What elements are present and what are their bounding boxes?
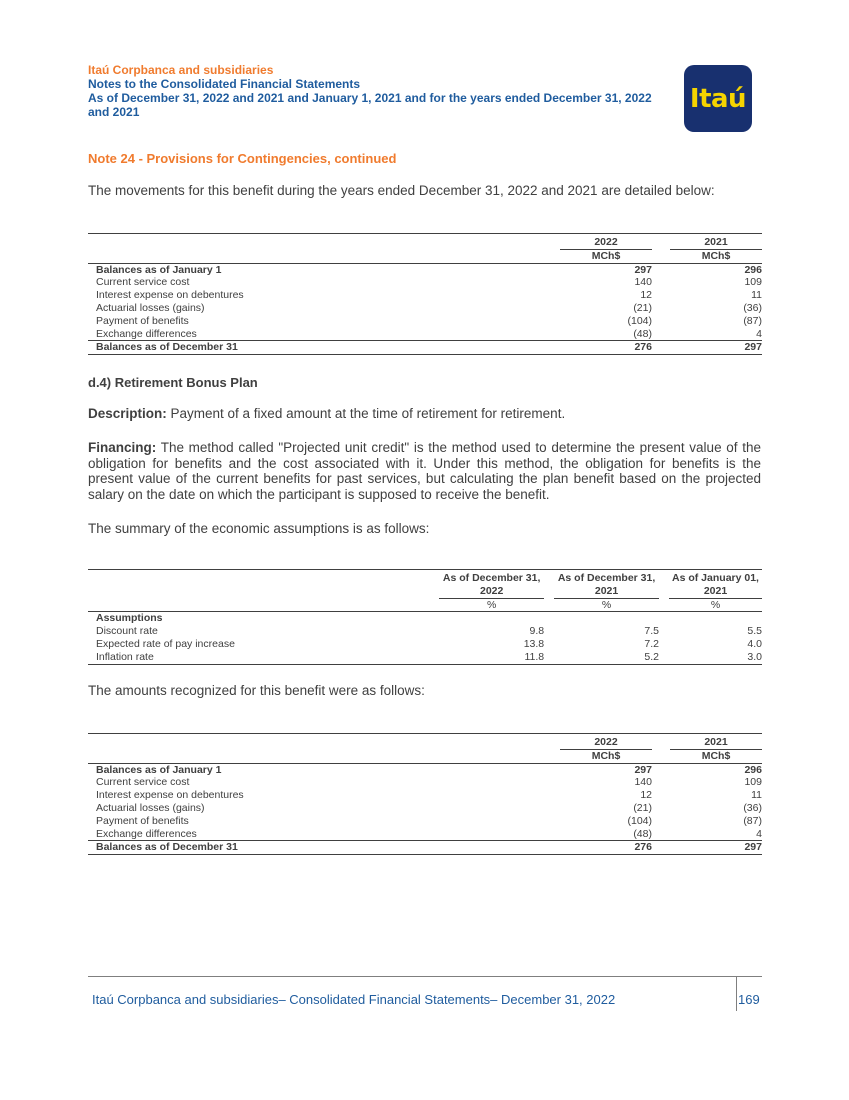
col-year: 2021	[554, 585, 659, 599]
col-unit: MCh$	[701, 749, 731, 762]
col-unit: MCh$	[591, 249, 621, 262]
description-text: Payment of a fixed amount at the time of retirement for retirement.	[166, 406, 566, 421]
col-header: As of December 31,	[442, 572, 541, 584]
table-row: Current service cost 140 109	[96, 776, 762, 789]
table-group-row: Assumptions	[96, 612, 163, 625]
col-year-2021: 2021	[670, 234, 762, 250]
assumptions-table	[88, 569, 762, 665]
movements-table	[88, 233, 762, 355]
table-row: Payment of benefits (104) (87)	[96, 314, 762, 327]
table-row: Interest expense on debentures 12 11	[96, 289, 762, 302]
header-period: As of December 31, 2022 and 2021 and January 1, 2021 and for the years ended December 31, 2022	[88, 91, 652, 105]
col-unit: MCh$	[701, 249, 731, 262]
col-header: As of January 01,	[672, 572, 759, 584]
table-row: Payment of benefits (104) (87)	[96, 814, 762, 827]
table-row: Actuarial losses (gains) (21) (36)	[96, 801, 762, 814]
table-row: Balances as of January 1 297 296	[96, 263, 762, 276]
col-unit: %	[710, 598, 721, 611]
table-row: Current service cost 140 109	[96, 276, 762, 289]
financing-paragraph	[88, 440, 761, 502]
table-row: Interest expense on debentures 12 11	[96, 789, 762, 802]
footer-divider	[88, 976, 762, 977]
table-total-row: Balances as of December 31 276 297	[96, 841, 762, 854]
page-header	[88, 63, 688, 119]
description-paragraph	[88, 406, 761, 422]
note-title: Note 24 - Provisions for Contingencies, continued	[88, 151, 397, 166]
col-year: 2022	[439, 585, 544, 599]
table-row: Expected rate of pay increase 13.8 7.2 4.0	[96, 637, 762, 650]
amounts-intro: The amounts recognized for this benefit were as follows:	[88, 683, 425, 698]
col-year-2021: 2021	[670, 734, 762, 750]
page-number: 169	[738, 992, 760, 1007]
table-row: Exchange differences (48) 4	[96, 827, 762, 840]
amounts-table	[88, 733, 762, 855]
summary-intro: The summary of the economic assumptions is as follows:	[88, 521, 430, 536]
table-row: Exchange differences (48) 4	[96, 327, 762, 340]
table-row: Inflation rate 11.8 5.2 3.0	[96, 650, 762, 663]
table-row: Balances as of January 1 297 296	[96, 763, 762, 776]
company-name: Itaú Corpbanca and subsidiaries	[88, 63, 274, 77]
logo-text: Itaú	[689, 83, 747, 114]
financing-label: Financing:	[88, 440, 157, 455]
itau-logo	[684, 65, 752, 132]
col-header: As of December 31,	[557, 572, 656, 584]
col-unit: %	[486, 598, 497, 611]
table-row: Actuarial losses (gains) (21) (36)	[96, 301, 762, 314]
table-row: Discount rate 9.8 7.5 5.5	[96, 625, 762, 638]
description-label: Description:	[88, 406, 167, 421]
col-year: 2021	[669, 585, 762, 599]
col-year-2022: 2022	[560, 734, 652, 750]
header-subtitle: Notes to the Consolidated Financial Statements	[88, 77, 361, 91]
intro-paragraph: The movements for this benefit during the years ended December 31, 2022 and 2021 are detailed below:	[88, 183, 715, 198]
footer-page-divider	[736, 976, 737, 1011]
col-unit: MCh$	[591, 749, 621, 762]
section-title: d.4) Retirement Bonus Plan	[88, 375, 258, 390]
col-unit: %	[601, 598, 612, 611]
col-year-2022: 2022	[560, 234, 652, 250]
financing-text: The method called "Projected unit credit" is the method used to determine the present value of the obligation for benefits and the cost associated with it. Under this method, the obligation for benefits is the present value of the current benefits for past services, but calculating the plan benefit based on the projected salary on the date on which the participant is supposed to receive the benefit.	[88, 440, 761, 502]
header-period-cont: and 2021	[88, 105, 140, 119]
table-total-row: Balances as of December 31 276 297	[96, 341, 762, 354]
footer-text: Itaú Corpbanca and subsidiaries– Consolidated Financial Statements– December 31, 2022	[92, 992, 616, 1007]
